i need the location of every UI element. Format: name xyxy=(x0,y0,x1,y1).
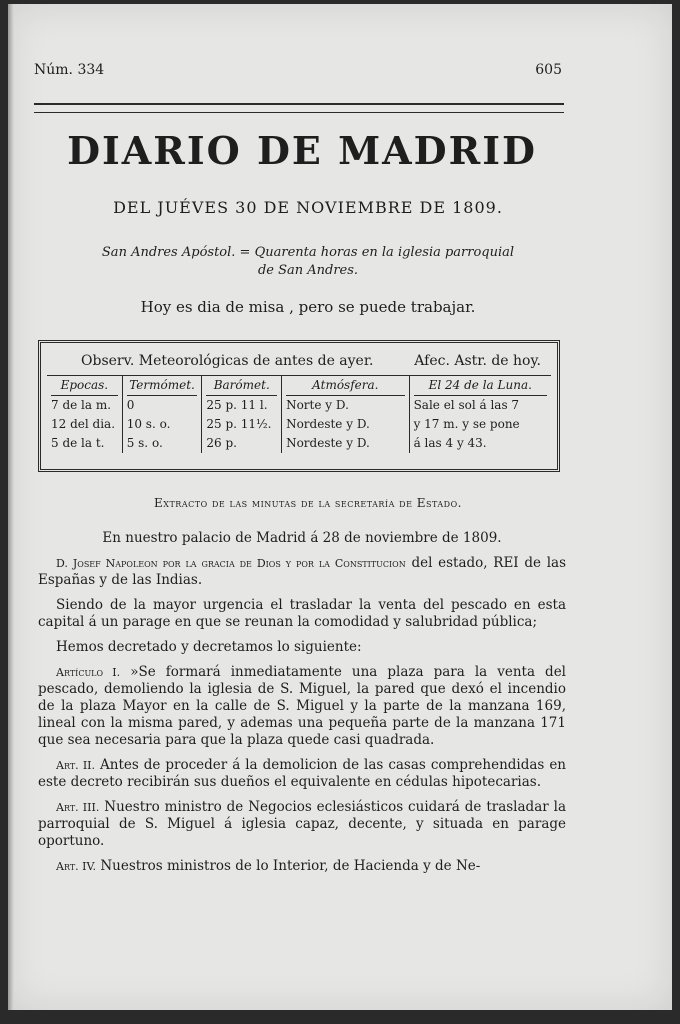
table-cell: Nordeste y D. xyxy=(286,417,370,431)
article-4 xyxy=(38,858,566,875)
header-rule xyxy=(34,103,564,113)
decree-formula: Hemos decretado y decretamos lo siguiente: xyxy=(56,639,362,655)
article-label: Art. III. xyxy=(56,801,100,814)
preamble-smallcaps: D. Josef Napoleon por la gracia de Dios y por la Constitucion xyxy=(56,557,406,570)
col-header: Termómet. xyxy=(127,376,198,396)
decree-preamble xyxy=(38,555,566,589)
preamble-rest: del estado, REI de las Españas y de las Indias. xyxy=(38,555,566,588)
col-baromet xyxy=(202,376,282,453)
table-cell: 7 de la m. xyxy=(51,398,112,412)
table-cell: y 17 m. y se pone xyxy=(413,417,520,431)
table-cell: Nordeste y D. xyxy=(286,436,370,450)
article-text: Nuestro ministro de Negocios eclesiásticos cuidará de trasladar la parroquial de S. Miguel á iglesia capaz, decente, y situada en parage oportuno. xyxy=(38,799,566,849)
col-header: El 24 de la Luna. xyxy=(414,376,547,396)
page-spine xyxy=(8,4,14,1010)
meteo-heading xyxy=(47,347,551,376)
table-cell: 5 de la t. xyxy=(51,436,105,450)
table-cell: 5 s. o. xyxy=(126,436,163,450)
meteo-columns xyxy=(47,376,551,453)
col-luna xyxy=(410,376,551,453)
section-heading: Extracto de las minutas de la secretaría de Estado. xyxy=(154,496,462,510)
issue-number: Núm. 334 xyxy=(34,62,105,78)
newspaper-page xyxy=(8,4,672,1010)
col-termomet xyxy=(123,376,203,453)
page-number: 605 xyxy=(535,62,562,78)
decree-place-date: En nuestro palacio de Madrid á 28 de noviembre de 1809. xyxy=(102,530,502,546)
table-cell: 0 xyxy=(126,398,135,412)
col-epocas xyxy=(47,376,123,453)
col-header: Atmósfera. xyxy=(286,376,404,396)
article-1 xyxy=(38,664,566,749)
table-cell: 25 p. 11 l. xyxy=(206,398,268,412)
masthead-title: DIARIO DE MADRID xyxy=(67,128,537,173)
article-text: »Se formará inmediatamente una plaza para la venta del pescado, demoliendo la iglesia de S. Miguel, la pared que dexó el incendio de la plaza Mayor en la calle de S. Miguel y la parte de la manzana 169, lineal con la misma pared, y ademas una pequeña parte de la manzana 171 que sea necesaria para que la plaza quede casi quadrada. xyxy=(38,664,567,748)
meteo-heading-left: Observ. Meteorológicas de antes de ayer. xyxy=(81,353,374,369)
article-label: Art. IV. xyxy=(56,860,97,873)
meteorological-table xyxy=(38,340,560,472)
table-cell: 10 s. o. xyxy=(126,417,171,431)
article-2 xyxy=(38,757,566,791)
article-text: Antes de proceder á la demolicion de las casas comprehendidas en este decreto recibirán sus dueños el equivalente en cédulas hipotecarias. xyxy=(38,757,567,790)
col-header: Epocas. xyxy=(51,376,118,396)
table-cell: 26 p. xyxy=(206,436,237,450)
decree-motivation: Siendo de la mayor urgencia el trasladar la venta del pescado en esta capital á un parage en que se reunan la comodidad y salubridad pública; xyxy=(38,597,566,630)
article-label: Art. II. xyxy=(56,759,96,772)
table-cell: Sale el sol á las 7 xyxy=(413,398,520,412)
saint-line-1: San Andres Apóstol. = Quarenta horas en la iglesia parroquial xyxy=(101,245,515,260)
saint-line-2: de San Andres. xyxy=(257,263,359,278)
article-3 xyxy=(38,799,566,850)
mass-notice: Hoy es dia de misa , pero se puede trabajar. xyxy=(140,298,476,316)
table-cell: Norte y D. xyxy=(286,398,349,412)
col-atmosfera xyxy=(282,376,409,453)
meteo-heading-right: Afec. Astr. de hoy. xyxy=(414,353,541,369)
col-header: Barómet. xyxy=(206,376,277,396)
table-cell: 12 del dia. xyxy=(51,417,116,431)
saint-notice xyxy=(48,244,568,280)
article-body xyxy=(38,530,566,883)
date-line: DEL JUÉVES 30 DE NOVIEMBRE DE 1809. xyxy=(113,198,503,217)
table-cell: 25 p. 11½. xyxy=(206,417,272,431)
table-cell: á las 4 y 43. xyxy=(413,436,487,450)
article-label: Artículo I. xyxy=(56,666,121,679)
article-text: Nuestros ministros de lo Interior, de Hacienda y de Ne- xyxy=(100,858,481,874)
